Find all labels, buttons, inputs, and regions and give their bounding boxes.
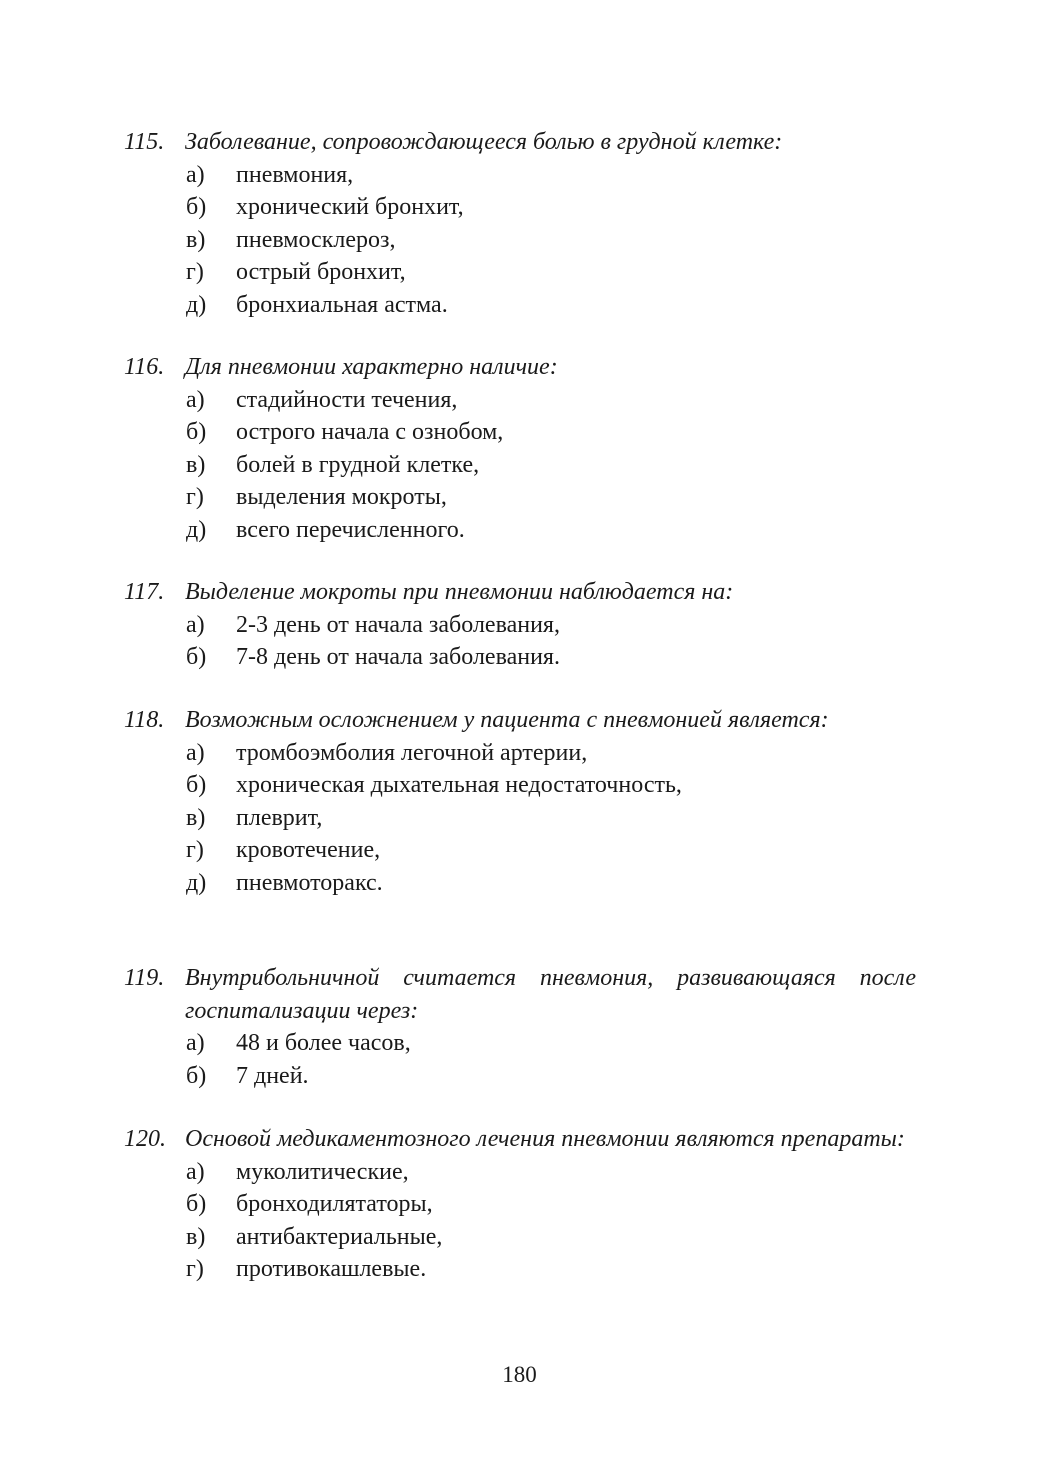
option-text: острый бронхит, bbox=[236, 259, 406, 285]
question-number: 117. bbox=[124, 579, 165, 605]
answer-option bbox=[124, 416, 916, 449]
answer-option bbox=[124, 1156, 916, 1189]
option-text: бронходилятаторы, bbox=[236, 1191, 433, 1217]
option-letter: г) bbox=[186, 259, 204, 285]
option-letter: а) bbox=[186, 386, 205, 413]
answer-options bbox=[124, 609, 916, 674]
option-text: 7 дней. bbox=[236, 1062, 309, 1089]
answer-option bbox=[124, 481, 916, 514]
option-letter: в) bbox=[186, 226, 206, 253]
answer-option bbox=[124, 834, 916, 867]
answer-option bbox=[124, 641, 916, 674]
question-text: Внутрибольничной считается пневмония, развивающаяся после госпитализации через: bbox=[185, 965, 916, 1024]
question-text: Заболевание, сопровождающееся болью в грудной клетке: bbox=[185, 129, 783, 155]
option-letter: д) bbox=[186, 869, 207, 896]
question-number: 115. bbox=[124, 129, 165, 155]
answer-option bbox=[124, 384, 916, 417]
answer-option bbox=[124, 159, 916, 192]
answer-option bbox=[124, 256, 916, 289]
question-text: Основой медикаментозного лечения пневмонии являются препараты: bbox=[185, 1126, 905, 1152]
option-text: острого начала с ознобом, bbox=[236, 419, 504, 445]
question-number: 120. bbox=[124, 1126, 166, 1152]
answer-options bbox=[124, 737, 916, 900]
option-text: болей в грудной клетке, bbox=[236, 451, 480, 478]
answer-options bbox=[124, 1156, 916, 1286]
answer-option bbox=[124, 769, 916, 802]
answer-option bbox=[124, 191, 916, 224]
option-letter: г) bbox=[186, 837, 204, 863]
answer-option bbox=[124, 514, 916, 547]
option-letter: в) bbox=[186, 451, 206, 478]
answer-option bbox=[124, 449, 916, 482]
question-text: Возможным осложнением у пациента с пневмонией является: bbox=[185, 707, 829, 733]
option-text: выделения мокроты, bbox=[236, 484, 447, 510]
option-text: 2-3 день от начала заболевания, bbox=[236, 611, 560, 638]
question-heading bbox=[124, 1123, 916, 1156]
answer-option bbox=[124, 802, 916, 835]
answer-option bbox=[124, 1188, 916, 1221]
answer-options bbox=[124, 159, 916, 322]
question-115 bbox=[124, 126, 916, 321]
question-number: 118. bbox=[124, 707, 165, 733]
option-letter: в) bbox=[186, 804, 206, 831]
answer-options bbox=[124, 384, 916, 547]
option-text: пневмосклероз, bbox=[236, 226, 396, 253]
answer-option bbox=[124, 1253, 916, 1286]
question-text: Выделение мокроты при пневмонии наблюдается на: bbox=[185, 579, 734, 605]
option-text: 48 и более часов, bbox=[236, 1030, 411, 1056]
option-letter: б) bbox=[186, 772, 207, 798]
option-letter: г) bbox=[186, 484, 204, 510]
question-118 bbox=[124, 704, 916, 899]
answer-option bbox=[124, 867, 916, 900]
option-letter: а) bbox=[186, 611, 205, 638]
answer-option bbox=[124, 737, 916, 770]
option-letter: б) bbox=[186, 419, 207, 445]
option-text: тромбоэмболия легочной артерии, bbox=[236, 739, 588, 766]
option-letter: д) bbox=[186, 516, 207, 543]
option-letter: д) bbox=[186, 291, 207, 318]
option-text: пневмония, bbox=[236, 161, 354, 188]
option-letter: а) bbox=[186, 161, 205, 188]
option-text: антибактериальные, bbox=[236, 1223, 443, 1250]
answer-option bbox=[124, 224, 916, 257]
option-letter: б) bbox=[186, 194, 207, 220]
question-number: 116. bbox=[124, 354, 165, 380]
option-text: кровотечение, bbox=[236, 837, 381, 863]
question-number: 119. bbox=[124, 965, 165, 991]
answer-option bbox=[124, 1060, 916, 1093]
answer-option bbox=[124, 609, 916, 642]
option-letter: г) bbox=[186, 1256, 204, 1282]
question-119 bbox=[124, 962, 916, 1092]
option-letter: а) bbox=[186, 1030, 205, 1056]
answer-option bbox=[124, 1221, 916, 1254]
option-letter: в) bbox=[186, 1223, 206, 1250]
answer-options bbox=[124, 1027, 916, 1092]
question-heading bbox=[124, 351, 916, 384]
option-letter: б) bbox=[186, 1062, 207, 1089]
question-text: Для пневмонии характерно наличие: bbox=[185, 354, 558, 380]
option-text: муколитические, bbox=[236, 1158, 409, 1185]
option-text: 7-8 день от начала заболевания. bbox=[236, 644, 560, 670]
question-120 bbox=[124, 1123, 916, 1286]
question-117 bbox=[124, 576, 916, 674]
option-letter: а) bbox=[186, 1158, 205, 1185]
option-letter: б) bbox=[186, 1191, 207, 1217]
page-number: 180 bbox=[502, 1362, 537, 1387]
answer-option bbox=[124, 1027, 916, 1060]
option-text: пневмоторакс. bbox=[236, 869, 383, 896]
option-text: плеврит, bbox=[236, 804, 323, 831]
question-heading bbox=[124, 576, 916, 609]
option-text: бронхиальная астма. bbox=[236, 291, 448, 318]
option-letter: б) bbox=[186, 644, 207, 670]
option-text: хроническая дыхательная недостаточность, bbox=[236, 772, 682, 798]
question-heading bbox=[124, 962, 916, 1027]
option-text: хронический бронхит, bbox=[236, 194, 464, 220]
question-heading bbox=[124, 126, 916, 159]
option-text: стадийности течения, bbox=[236, 386, 458, 413]
option-letter: а) bbox=[186, 739, 205, 766]
option-text: всего перечисленного. bbox=[236, 516, 465, 543]
question-heading bbox=[124, 704, 916, 737]
option-text: противокашлевые. bbox=[236, 1256, 427, 1282]
answer-option bbox=[124, 289, 916, 322]
question-116 bbox=[124, 351, 916, 546]
